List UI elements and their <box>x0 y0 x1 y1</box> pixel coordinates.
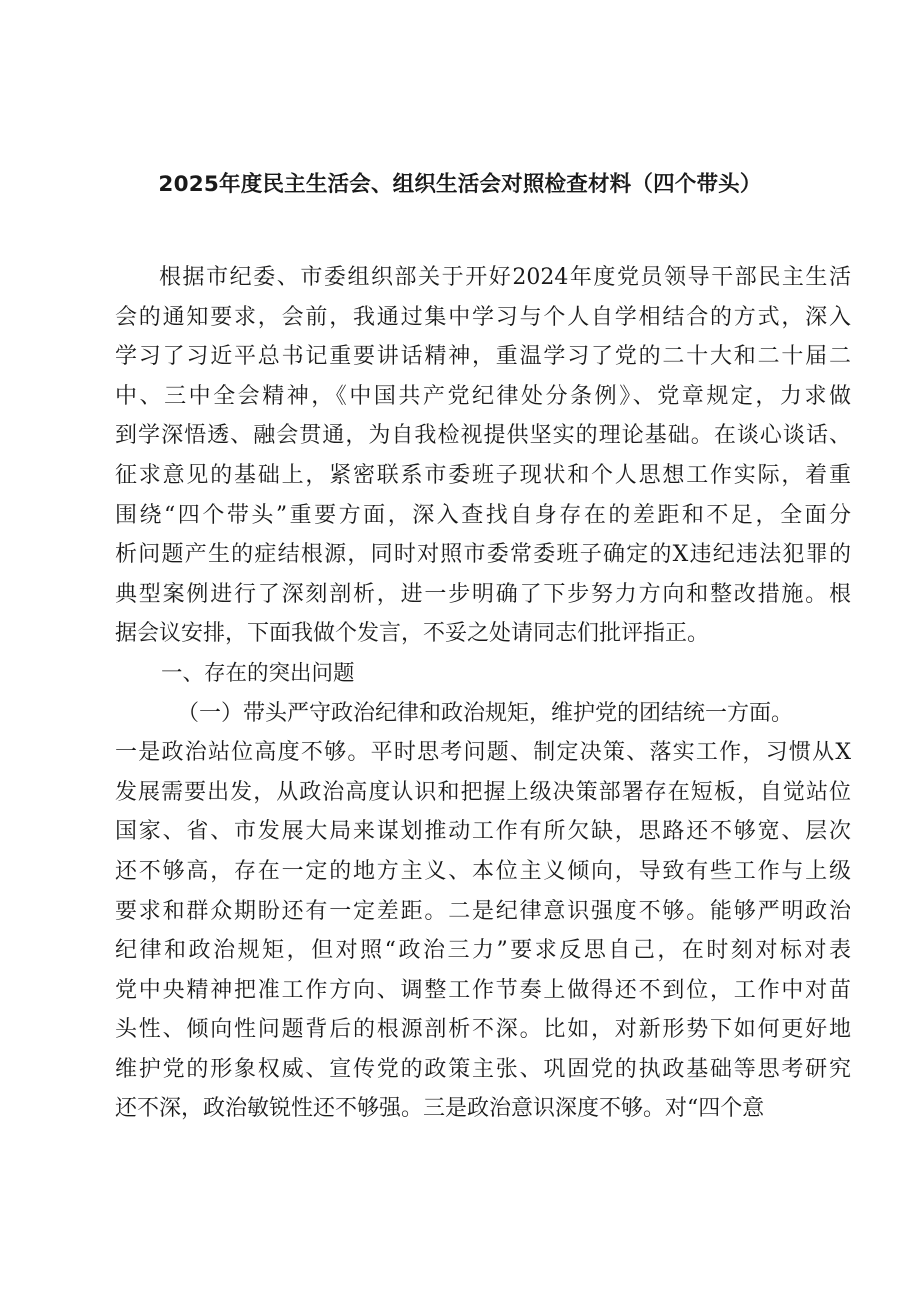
body-line: 还不深，政治敏锐性还不够强。三是政治意识深度不够。对“四个意 <box>115 1096 765 1122</box>
body-line: 典型案例进行了深刻剖析，进一步明确了下步努力方向和整改措施。根 <box>115 581 851 607</box>
body-line: 据会议安排，下面我做个发言，不妥之处请同志们批评指正。 <box>115 621 710 647</box>
body-line: 到学深悟透、融会贯通，为自我检视提供坚实的理论基础。在谈心谈话、 <box>115 423 851 449</box>
body-line: 还不够高，存在一定的地方主义、本位主义倾向，导致有些工作与上级 <box>115 858 851 884</box>
body-line: 学习了习近平总书记重要讲话精神，重温学习了党的二十大和二十届二 <box>115 344 851 370</box>
body-line: 中、三中全会精神，《中国共产党纪律处分条例》、党章规定，力求做 <box>115 383 851 409</box>
body-line: 国家、省、市发展大局来谋划推动工作有所欠缺，思路还不够宽、层次 <box>115 819 851 845</box>
body-line: 析问题产生的症结根源，同时对照市委常委班子确定的X违纪违法犯罪的 <box>115 542 851 568</box>
body-line: 一是政治站位高度不够。平时思考问题、制定决策、落实工作，习惯从X <box>115 740 851 766</box>
body-line: 党中央精神把准工作方向、调整工作节奏上做得还不到位，工作中对苗 <box>115 977 851 1003</box>
section-heading: 一、存在的突出问题 <box>161 660 355 686</box>
body-line: 发展需要出发，从政治高度认识和把握上级决策部署存在短板，自觉站位 <box>115 779 851 805</box>
body-line: 根据市纪委、市委组织部关于开好2024年度党员领导干部民主生活 <box>159 265 851 290</box>
body-line: 维护党的形象权威、宣传党的政策主张、巩固党的执政基础等思考研究 <box>115 1056 851 1082</box>
subsection-heading: （一）带头严守政治纪律和政治规矩，维护党的团结统一方面。 <box>177 700 794 726</box>
body-line: 征求意见的基础上，紧密联系市委班子现状和个人思想工作实际，着重 <box>115 462 851 488</box>
body-line: 围绕“四个带头”重要方面，深入查找自身存在的差距和不足，全面分 <box>115 502 851 528</box>
body-line: 会的通知要求，会前，我通过集中学习与个人自学相结合的方式，深入 <box>115 304 851 330</box>
body-line: 头性、倾向性问题背后的根源剖析不深。比如，对新形势下如何更好地 <box>115 1017 851 1043</box>
document-title: 2025年度民主生活会、组织生活会对照检查材料（四个带头） <box>158 172 762 197</box>
body-line: 要求和群众期盼还有一定差距。二是纪律意识强度不够。能够严明政治 <box>115 898 851 924</box>
document-body <box>115 258 851 1129</box>
body-line: 纪律和政治规矩，但对照“政治三力”要求反思自己，在时刻对标对表 <box>115 938 851 964</box>
